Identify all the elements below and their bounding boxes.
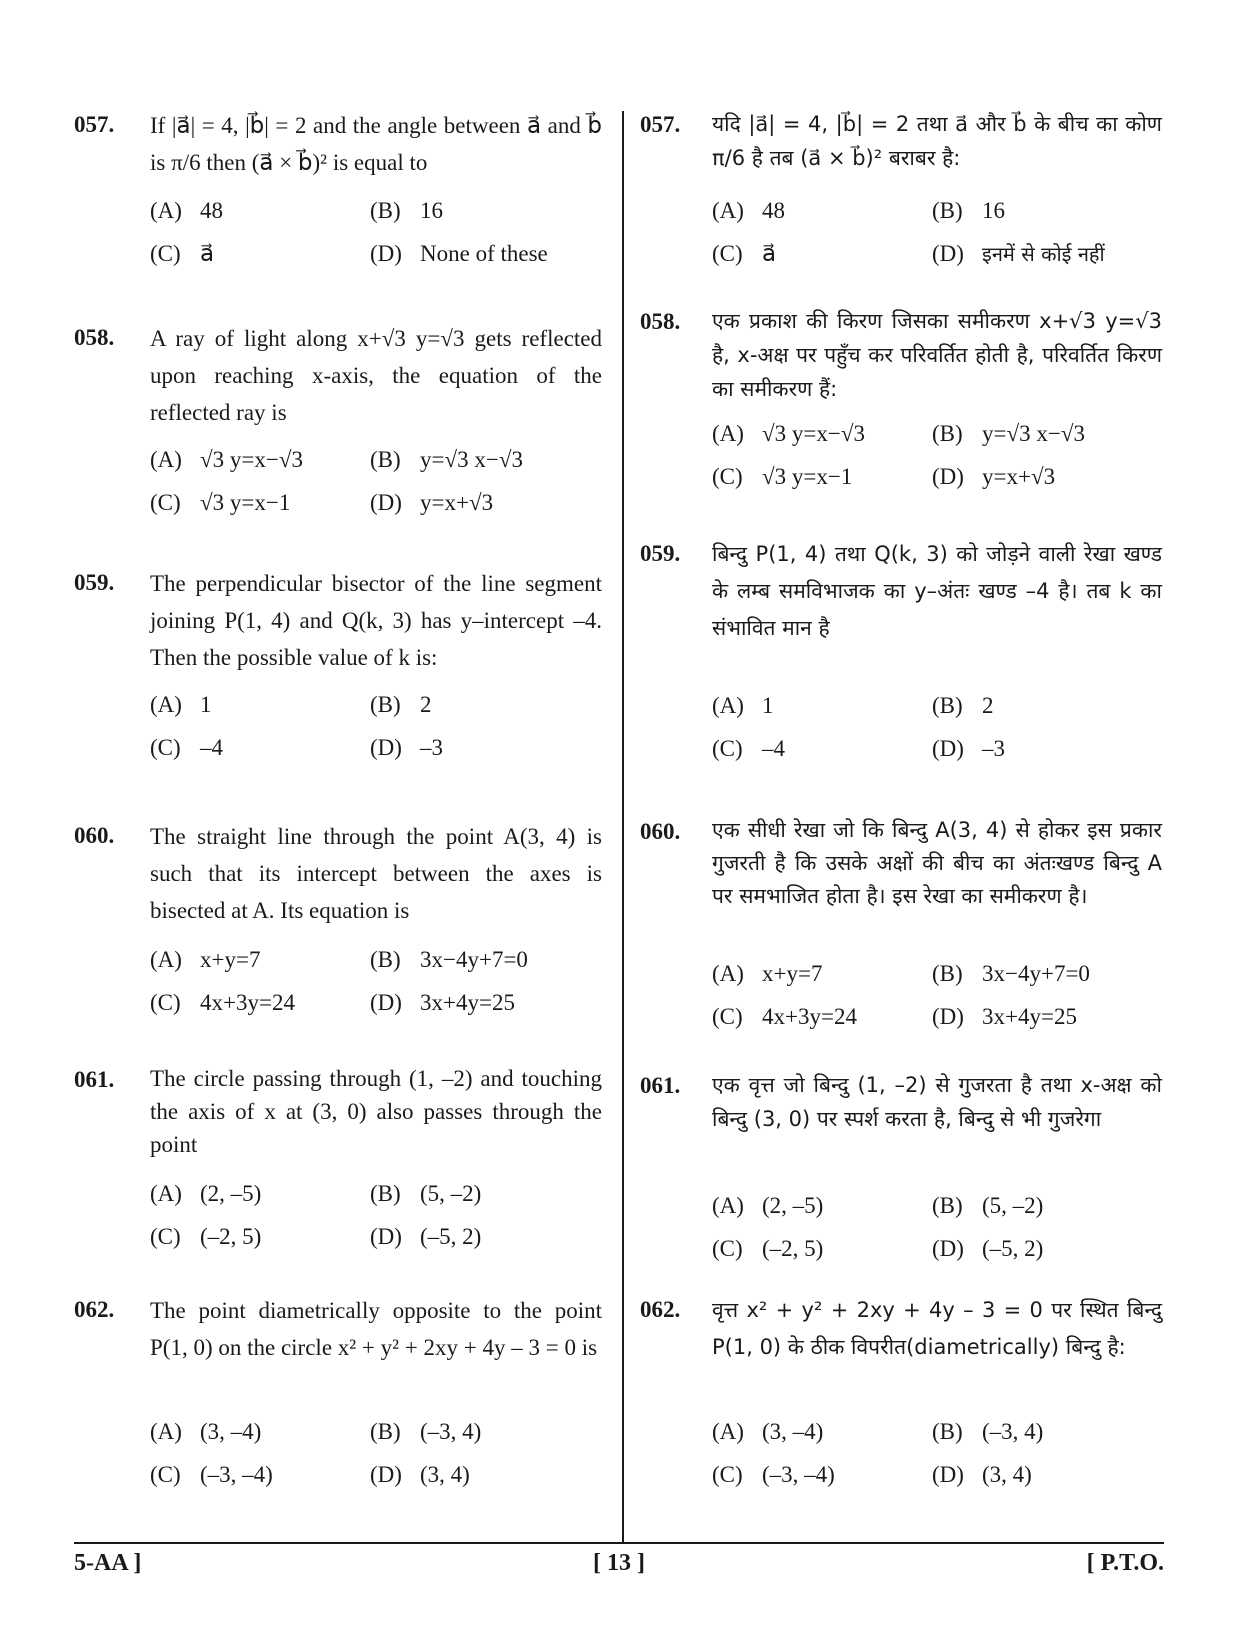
- option-c: (C) 4x+3y=24: [712, 1004, 857, 1029]
- page-number: [ 13 ]: [593, 1550, 645, 1576]
- option-b: (B) 3x−4y+7=0: [932, 961, 1090, 986]
- question-text: एक प्रकाश की किरण जिसका समीकरण x+√3 y=√3 है, x-अक्ष पर पहुँच कर परिवर्तित होती है, परिवर्तित किरण का समीकरण हैं:: [712, 309, 1162, 401]
- option-b: (B) 16: [370, 198, 443, 223]
- option-b: (B) (5, –2): [370, 1181, 482, 1206]
- option-b: (B) 2: [932, 693, 994, 718]
- option-c: (C) (–2, 5): [712, 1236, 824, 1261]
- option-b: (B) 16: [932, 198, 1005, 223]
- option-c: (C) a⃗: [712, 241, 777, 266]
- question-text: बिन्दु P(1, 4) तथा Q(k, 3) को जोड़ने वाली रेखा खण्ड के लम्ब समविभाजक का y–अंतः खण्ड –4 है। तब k का संभावित मान है: [712, 542, 1162, 640]
- question-number: 059.: [640, 541, 681, 566]
- option-d: (D) इनमें से कोई नहीं: [932, 241, 1105, 266]
- question-number: 057.: [74, 112, 115, 137]
- option-c: (C) √3 y=x−1: [712, 464, 853, 489]
- option-a: (A) (3, –4): [712, 1419, 824, 1444]
- option-b: (B) 3x−4y+7=0: [370, 947, 528, 972]
- option-a: (A) 1: [150, 692, 212, 717]
- question-number: 062.: [74, 1297, 115, 1322]
- option-b: (B) y=√3 x−√3: [932, 421, 1085, 446]
- option-d: (D) 3x+4y=25: [370, 990, 515, 1015]
- option-b: (B) (–3, 4): [932, 1419, 1044, 1444]
- option-d: (D) (3, 4): [932, 1462, 1032, 1487]
- question-number: 062.: [640, 1297, 681, 1322]
- option-a: (A) (3, –4): [150, 1419, 262, 1444]
- option-c: (C) 4x+3y=24: [150, 990, 295, 1015]
- option-c: (C) –4: [150, 735, 223, 760]
- option-c: (C) √3 y=x−1: [150, 490, 291, 515]
- option-a: (A) 1: [712, 693, 774, 718]
- option-a: (A) 48: [712, 198, 785, 223]
- option-d: (D) (3, 4): [370, 1462, 470, 1487]
- option-a: (A) √3 y=x−√3: [150, 447, 303, 472]
- question-number: 060.: [640, 819, 681, 844]
- question-text: यदि |a⃗| = 4, |b⃗| = 2 तथा a⃗ और b⃗ के बीच का कोण π/6 है तब (a⃗ × b⃗)² बराबर है:: [712, 112, 1162, 170]
- option-a: (A) 48: [150, 198, 223, 223]
- option-c: (C) (–3, –4): [712, 1462, 835, 1487]
- question-text: वृत्त x² + y² + 2xy + 4y – 3 = 0 पर स्थित बिन्दु P(1, 0) के ठीक विपरीत(diametrically) बिन्दु है:: [712, 1298, 1162, 1359]
- question-text: If |a⃗| = 4, |b⃗| = 2 and the angle between a⃗ and b⃗ is π/6 then (a⃗ × b⃗)² is equal to: [150, 113, 602, 175]
- question-text: The circle passing through (1, –2) and touching the axis of x at (3, 0) also passes through the point: [150, 1066, 602, 1157]
- option-a: (A) (2, –5): [150, 1181, 262, 1206]
- question-text: The point diametrically opposite to the point P(1, 0) on the circle x² + y² + 2xy + 4y – 3 = 0 is: [150, 1298, 602, 1360]
- question-number: 061.: [74, 1067, 115, 1092]
- question-number: 061.: [640, 1073, 681, 1098]
- footer-rule: [74, 1542, 1164, 1544]
- option-d: (D) (–5, 2): [932, 1236, 1044, 1261]
- question-number: 059.: [74, 570, 115, 595]
- question-number: 060.: [74, 823, 115, 848]
- booklet-code: 5-AA ]: [74, 1550, 142, 1576]
- option-a: (A) x+y=7: [150, 947, 261, 972]
- option-c: (C) a⃗: [150, 241, 215, 266]
- option-d: (D) –3: [932, 736, 1005, 761]
- pto-label: [ P.T.O.: [1086, 1550, 1164, 1576]
- option-a: (A) x+y=7: [712, 961, 823, 986]
- question-text: The perpendicular bisector of the line segment joining P(1, 4) and Q(k, 3) has y–intercept –4. Then the possible value of k is:: [150, 571, 602, 670]
- option-d: (D) (–5, 2): [370, 1224, 482, 1249]
- question-number: 058.: [640, 309, 681, 334]
- option-d: (D) –3: [370, 735, 443, 760]
- option-b: (B) 2: [370, 692, 432, 717]
- option-b: (B) (5, –2): [932, 1193, 1044, 1218]
- option-d: (D) y=x+√3: [932, 464, 1056, 489]
- option-d: (D) None of these: [370, 241, 548, 266]
- question-text: एक सीधी रेखा जो कि बिन्दु A(3, 4) से होकर इस प्रकार गुजरती है कि उसके अक्षों की बीच का अंतःखण्ड बिन्दु A पर समभाजित होता है। इस रेखा का समीकरण है।: [712, 818, 1162, 908]
- question-text: The straight line through the point A(3, 4) is such that its intercept between the axes is bisected at A. Its equation is: [150, 824, 602, 923]
- option-a: (A) √3 y=x−√3: [712, 421, 865, 446]
- option-b: (B) (–3, 4): [370, 1419, 482, 1444]
- question-text: एक वृत्त जो बिन्दु (1, –2) से गुजरता है तथा x-अक्ष को बिन्दु (3, 0) पर स्पर्श करता है, बिन्दु से भी गुजरेगा: [712, 1073, 1162, 1131]
- option-c: (C) (–2, 5): [150, 1224, 262, 1249]
- question-number: 058.: [74, 325, 115, 350]
- option-b: (B) y=√3 x−√3: [370, 447, 523, 472]
- question-text: A ray of light along x+√3 y=√3 gets reflected upon reaching x-axis, the equation of the reflected ray is: [150, 326, 602, 425]
- option-c: (C) –4: [712, 736, 785, 761]
- question-number: 057.: [640, 112, 681, 137]
- option-a: (A) (2, –5): [712, 1193, 824, 1218]
- option-c: (C) (–3, –4): [150, 1462, 273, 1487]
- option-d: (D) y=x+√3: [370, 490, 494, 515]
- option-d: (D) 3x+4y=25: [932, 1004, 1077, 1029]
- column-divider: [622, 111, 624, 1543]
